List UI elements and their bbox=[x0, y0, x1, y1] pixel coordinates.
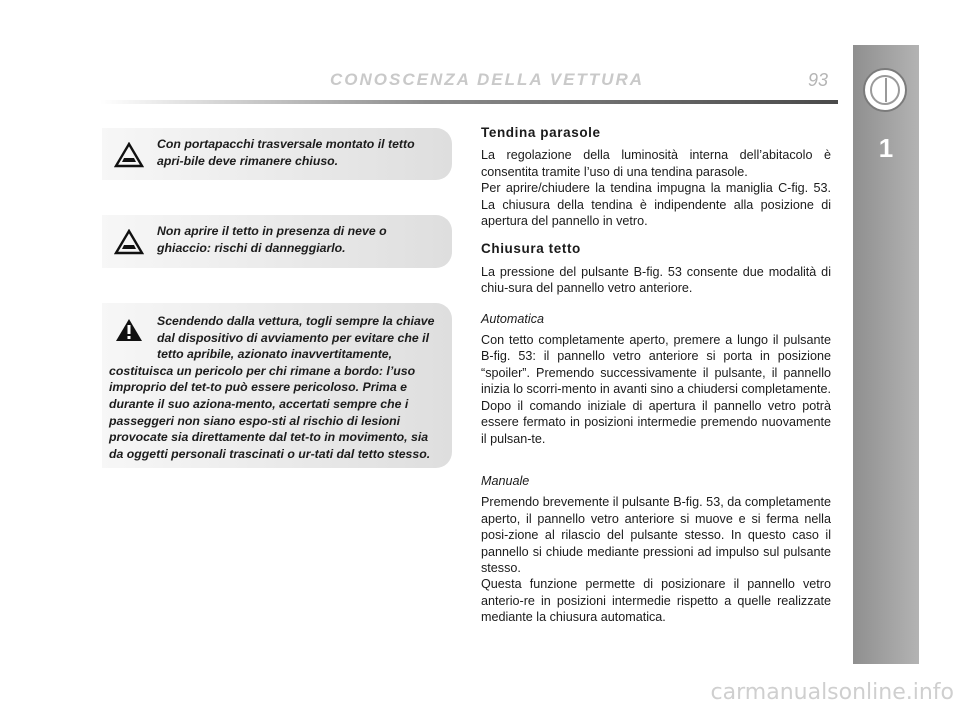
paragraph: Con tetto completamente aperto, premere a lungo il pulsante B-fig. 53: il pannello vetro anteriore si porta in posizione “spoiler”. Premendo successivamente il pulsante, il pannello inizia lo scorri-mento in avanti sino a chiudersi completamente. bbox=[481, 333, 831, 397]
paragraph: Per aprire/chiudere la tendina impugna la maniglia C-fig. 53. La chiusura della tendina è indipendente alla posizione di apertura del pannello in vetro. bbox=[481, 181, 831, 229]
warning-box-key-removal bbox=[102, 303, 452, 468]
paragraph: La pressione del pulsante B-fig. 53 consente due modalità di chiu-sura del pannello vetro anteriore. bbox=[481, 264, 831, 296]
alfa-romeo-logo-icon bbox=[863, 68, 907, 112]
subheading-manuale: Manuale bbox=[481, 473, 530, 488]
warning-box-roof-rack bbox=[102, 128, 452, 180]
chapter-number: 1 bbox=[878, 133, 894, 163]
header-divider bbox=[100, 100, 838, 104]
vehicle-warning-icon bbox=[114, 229, 144, 255]
watermark: carmanualsonline.info bbox=[710, 680, 954, 705]
section-title: CONOSCENZA DELLA VETTURA bbox=[330, 70, 645, 89]
subheading-automatica: Automatica bbox=[481, 311, 544, 326]
heading-chiusura-tetto: Chiusura tetto bbox=[481, 241, 581, 257]
paragraph: La regolazione della luminosità interna dell’abitacolo è consentita tramite l’uso di una tendina parasole. bbox=[481, 148, 831, 179]
warning-text: Non aprire il tetto in presenza di neve o ghiaccio: rischi di danneggiarlo. bbox=[157, 224, 387, 255]
paragraph: Dopo il comando iniziale di apertura il pannello vetro potrà essere fermato in posizioni intermedie premendo nuovamente il pulsan-te. bbox=[481, 398, 831, 446]
paragraph: Questa funzione permette di posizionare il pannello vetro anterio-re in posizioni intermedie rispetto a quelle realizzate mediante la chiusura automatica. bbox=[481, 577, 831, 625]
warning-text: Scendendo dalla vettura, togli sempre la chiave dal dispositivo di avviamento per evitare che il tetto apribile, azionato inavvertitamente, costituisca un pericolo per chi rimane a bordo: l’uso improprio del tet-to può essere pericoloso. Prima e durante il suo aziona-mento, accertati sempre che i passeggeri non siano espo-sti al rischio di lesioni provocate sia direttamente dal tet-to in movimento, sia da oggetti personali trascinati o ur-tati dal tetto stesso. bbox=[109, 314, 435, 461]
main-text-column bbox=[481, 125, 831, 626]
warning-box-snow-ice bbox=[102, 215, 452, 268]
page-number: 93 bbox=[808, 70, 829, 90]
vehicle-warning-icon bbox=[114, 142, 144, 168]
heading-tendina-parasole: Tendina parasole bbox=[481, 125, 601, 140]
warning-text: Con portapacchi trasversale montato il tetto apri-bile deve rimanere chiuso. bbox=[157, 137, 415, 168]
paragraph: Premendo brevemente il pulsante B-fig. 53, da completamente aperto, il pannello vetro anteriore si muove e si ferma nella posi-zione al rilascio del pulsante stesso. In questo caso il pannello si chiude mediante pressioni ad impulso sul pulsante stesso. bbox=[481, 495, 831, 575]
